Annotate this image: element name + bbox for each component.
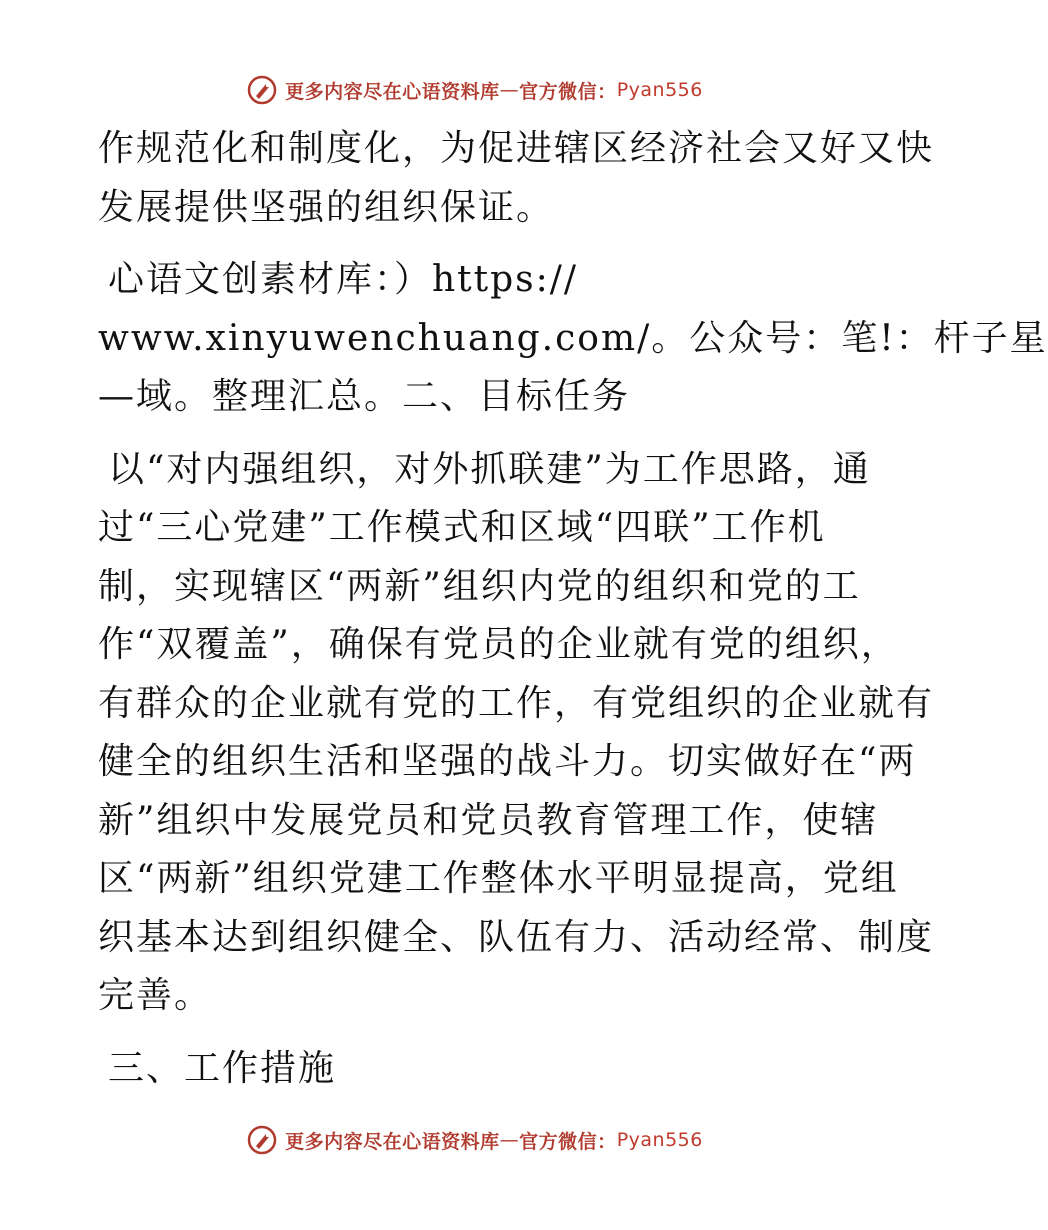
text-line: 以“对内强组织，对外抓联建”为工作思路，通 [108,448,871,490]
text-line: 区“两新”组织党建工作整体水平明显提高，党组 [98,858,899,899]
text-line: 有群众的企业就有党的工作，有党组织的企业就有 [98,682,935,724]
text-line: 新”组织中发展党员和党员教育管理工作，使辖 [98,799,879,841]
text-line: 作规范化和制度化，为促进辖区经济社会又好又快 [98,128,935,169]
pen-nib-logo-icon [247,75,277,105]
footer-watermark [0,1120,950,1160]
document-body [98,120,1048,1098]
paragraph [98,120,935,237]
text-line: 织基本达到组织健全、队伍有力、活动经常、制度 [98,916,935,958]
watermark-main-text: 更多内容尽在心语资料库 [285,80,500,103]
text-line: 心语文创素材库：）https:// [108,259,579,300]
watermark-suffix: 官方微信： [519,80,617,103]
paragraph [98,441,935,1026]
watermark-suffix: 官方微信： [519,1130,617,1153]
text-line: 完善。 [98,975,213,1016]
header-watermark [0,70,950,110]
text-line: 健全的组织生活和坚强的战斗力。切实做好在“两 [98,741,917,782]
text-line: 过“三心党建”工作模式和区域“四联”工作机 [98,507,826,548]
text-line: 作“双覆盖”，确保有党员的企业就有党的组织， [98,624,899,665]
paragraph [98,251,1048,427]
watermark-wechat-id: Pyan556 [616,79,703,101]
watermark-main-text: 更多内容尽在心语资料库 [285,1130,500,1153]
watermark-separator: — [499,1129,520,1151]
text-line: 制，实现辖区“两新”组织内党的组织和党的工 [98,565,861,607]
text-line: 三、工作措施 [108,1047,337,1089]
watermark-wechat-id: Pyan556 [616,1129,703,1151]
watermark-separator: — [499,79,520,101]
text-line: www.xinyuwenchuang.com/。公众号：笔!：杆子星 [98,317,1048,359]
pen-nib-logo-icon [247,1125,277,1155]
section-heading [98,1040,858,1099]
text-line: —域。整理汇总。二、目标任务 [98,376,631,417]
text-line: 发展提供坚强的组织保证。 [98,186,555,228]
